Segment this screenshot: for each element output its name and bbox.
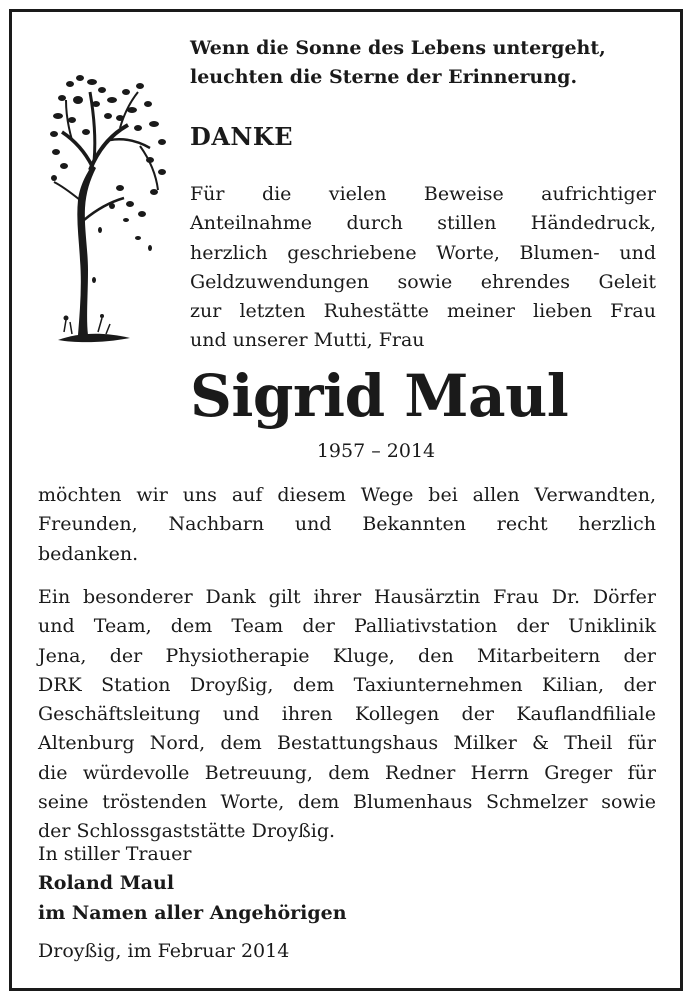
intro-text	[190, 180, 656, 356]
paragraph-line: Ein besonderer Dank gilt ihrer Hausärztin Frau Dr. Dörfer	[38, 586, 656, 608]
paragraph-line: und Team, dem Team der Palliativstation der Uniklinik	[38, 615, 656, 638]
special-thanks-paragraph	[38, 583, 656, 847]
paragraph-line: Jena, der Physiotherapie Kluge, den Mitarbeitern der	[38, 644, 656, 667]
paragraph-line: seine tröstenden Worte, dem Blumenhaus Schmelzer sowie	[38, 791, 656, 814]
intro-line: herzlich geschriebene Worte, Blumen- und	[190, 241, 656, 264]
signer-note: im Namen aller Angehörigen	[38, 901, 347, 924]
place-date: Droyßig, im Februar 2014	[38, 940, 290, 962]
paragraph-line: bedanken.	[38, 542, 139, 565]
intro-line: Für die vielen Beweise aufrichtiger	[190, 183, 656, 205]
motto-line: leuchten die Sterne der Erinnerung.	[190, 66, 578, 88]
paragraph-line: möchten wir uns auf diesem Wege bei allen Verwandten,	[38, 484, 656, 506]
paragraph-line: Altenburg Nord, dem Bestattungshaus Milker & Theil für	[38, 732, 656, 755]
intro-line: Anteilnahme durch stillen Händedruck,	[190, 212, 656, 235]
intro-line: Geldzuwendungen sowie ehrendes Geleit	[190, 270, 656, 293]
paragraph-line: Geschäftsleitung und ihren Kollegen der Kauflandfiliale	[38, 703, 656, 726]
intro-line: zur letzten Ruhestätte meiner lieben Frau	[190, 300, 656, 323]
paragraph-line: DRK Station Droyßig, dem Taxiunternehmen Kilian, der	[38, 673, 656, 696]
deceased-years: 1957 – 2014	[316, 440, 436, 462]
tree-icon	[50, 70, 170, 350]
thanks-paragraph	[38, 481, 656, 569]
closing-line: In stiller Trauer	[38, 843, 192, 865]
signer-name: Roland Maul	[38, 872, 175, 895]
paragraph-line: der Schlossgaststätte Droyßig.	[38, 820, 336, 843]
paragraph-line: Freunden, Nachbarn und Bekannten recht herzlich	[38, 513, 656, 536]
deceased-name: Sigrid Maul	[190, 362, 569, 430]
closing-block	[38, 840, 538, 928]
motto-line: Wenn die Sonne des Lebens untergeht,	[190, 37, 606, 59]
paragraph-line: die würdevolle Betreuung, dem Redner Herrn Greger für	[38, 761, 656, 784]
motto	[190, 34, 660, 92]
heading: DANKE	[190, 122, 294, 151]
intro-line: und unserer Mutti, Frau	[190, 329, 425, 352]
